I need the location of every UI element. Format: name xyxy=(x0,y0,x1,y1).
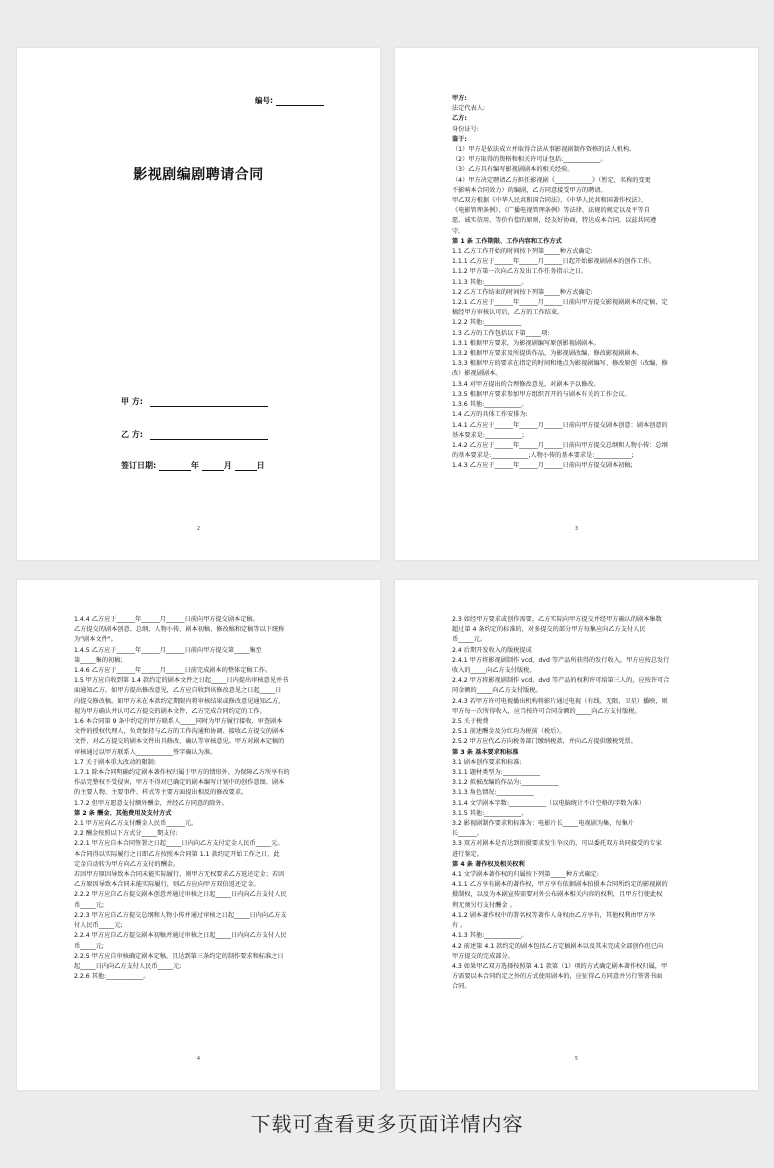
clause-line: 摄制权，以及为本剧宣传需要对外公布剧本相关内容的权利，且甲方行使此权 xyxy=(452,891,663,899)
clause-line: 甲方提交的完成部分。 xyxy=(452,952,514,960)
month-line xyxy=(202,461,224,471)
clause-line: 1.4 乙方的具体工作安排为: xyxy=(452,411,528,419)
clause-line: 3.1.3 角色情况:____________ xyxy=(452,789,534,797)
clause-line: 第_____集的初稿; xyxy=(74,656,123,664)
party-b-line xyxy=(150,430,268,440)
clause-line: 2.1 甲方应向乙方支付酬金人民币______元。 xyxy=(74,820,198,828)
clause-line: 合同。 xyxy=(452,983,471,991)
clause-line: 4.1.2 剧本著作权中的署名权等著作人身权由乙方享有，其他权利由甲方享 xyxy=(452,911,656,919)
clause-line: 1.7 关于剧本重大改动的限制: xyxy=(74,758,156,766)
clause-line: 1.1 乙方工作开始的时间按下列第_____种方式确定: xyxy=(452,248,593,256)
clause-line: 收入的_____向乙方支付版税。 xyxy=(452,667,536,675)
clause-line: 3.1.1 题材类型为:____________ xyxy=(452,769,540,777)
clause-line: 3.3 双方对剧本是否达到拍摄要求发生争议的，可以委托双方共同接受的专家 xyxy=(452,840,662,848)
clause-line: 2.2.4 甲方应自乙方提交剧本初稿并通过审核之日起_____日内向乙方支付人民 xyxy=(74,932,287,940)
clause-line: 1.2 乙方工作结束的时间按下列第_____种方式确定: xyxy=(452,288,593,296)
day-line xyxy=(235,461,257,471)
clause-line: 2.4.2 甲方将影视剧制作 vcd、dvd 等产品的权利许可给第三人的，应按许可合 xyxy=(452,677,670,685)
page-4-body xyxy=(74,615,332,982)
clause-line: 2.2.3 甲方应自乙方提交总纲和人物小传并通过审核之日起_____日内向乙方支 xyxy=(74,911,287,919)
clause-line: 的基本要求是:____________;人物小传的基本要求是:____________; xyxy=(452,452,634,460)
clause-line: 1.1.1 乙方应于______年______月______日起开始影视剧剧本的创作工作。 xyxy=(452,258,656,266)
clause-line: 1.4.6 乙方应于______年______月______日前完成剧本的整体定稿工作。 xyxy=(74,667,272,675)
clause-line: 币_____元; xyxy=(74,901,104,909)
clause-line: （4）甲方决定聘请乙方担任影视剧《____________》（暂定，名称的变更 xyxy=(452,176,651,184)
contract-page-3 xyxy=(395,48,758,560)
serial-number-line xyxy=(276,97,324,106)
clause-line: 3.1.5 其他:____________。 xyxy=(452,809,528,817)
clause-line: 面通知乙方。如甲方提出修改意见，乙方应自收到该修改意见之日起_____日 xyxy=(74,687,282,695)
clause-line: 方需要以本合同约定之外的方式使用剧本的，应征得乙方同意并另行签署书面 xyxy=(452,973,663,981)
clause-line: 3.1 剧本创作要求和标准: xyxy=(452,758,522,766)
contract-title: 影视剧编剧聘请合同 xyxy=(133,167,264,183)
clause-line: 有 。 xyxy=(452,922,467,930)
clause-line: 2.2.1 甲方应自本合同签署之日起_____日内向乙方支付定金人民币_____元。 xyxy=(74,840,284,848)
day-label: 日 xyxy=(256,461,265,470)
month-label: 月 xyxy=(223,461,232,470)
clause-line: 本合同得以实际履行之日即乙方按照本合同第 1.1 款约定开始工作之日，此 xyxy=(74,850,280,858)
clause-line: 文件、对乙方提交的剧本文件出具修改、确认等审核意见。甲方对剧本定稿的 xyxy=(74,738,285,746)
clause-line: 基本要求是:____________; xyxy=(452,431,525,439)
clause-line: 1.2.1 乙方应于______年______月______日前向甲方提交影视剧剧本的定稿，定 xyxy=(452,299,668,307)
clause-line: 3.1.2 拟被改编的作品为:____________ xyxy=(452,779,559,787)
clause-line: 内提交修改稿。如甲方未在本款约定期限内将审核结果或修改意见通知乙方， xyxy=(74,697,285,705)
clause-line: 乙方提交的剧本创意、总纲、人物小传、剧本初稿、修改稿和定稿等以下统称 xyxy=(74,626,285,634)
clause-line: 1.4.3 乙方应于______年______月______日前向甲方提交剧本初稿; xyxy=(452,462,633,470)
clause-line: 甲乙双方根据《中华人民共和国合同法》、《中华人民共和国著作权法》、 xyxy=(452,197,647,205)
clause-line: 1.4.2 乙方应于______年______月______日前向甲方提交总纲和人物小传：总纲 xyxy=(452,441,668,449)
clause-line: 改）影视剧剧本。 xyxy=(452,370,502,378)
clause-line: 作品完整权不受侵害，甲方不得对已确定的剧本编写计划中的创作意图、剧本 xyxy=(74,779,285,787)
clause-line: 2.2.2 甲方应自乙方提交剧本创意并通过审核之日起_____日内向乙方支付人民 xyxy=(74,891,287,899)
page-number: 2 xyxy=(196,526,201,532)
clause-line: 定金自动转为甲方向乙方支付的酬金。 xyxy=(74,860,180,868)
section-heading: 第 4 条 著作权及相关权利 xyxy=(452,860,525,868)
serial-number-field xyxy=(255,95,324,106)
serial-number-label: 编号: xyxy=(255,96,273,105)
party-b-label: 乙 方: xyxy=(121,430,143,439)
clause-line: 愿、诚实信用、等价有偿的原则，经友好协商，特达成本合同，以兹共同遵 xyxy=(452,217,657,225)
clause-line: 1.4.4 乙方应于______年______月______日前向甲方提交剧本定稿。 xyxy=(74,616,259,623)
year-line xyxy=(159,461,191,471)
clause-line: 起_____日内向乙方支付人民币_____元; xyxy=(74,962,182,970)
clause-line: 2.4.3 若甲方许可电视播出机构将影片通过电视（有线、无限、卫星）播映，则 xyxy=(452,697,668,705)
party-a-label: 甲 方: xyxy=(121,397,143,406)
download-more-caption: 下载可查看更多页面详情内容 xyxy=(250,1112,524,1136)
clause-line: 2.2.5 甲方应自审核确定剧本定稿，且达到第三条约定的制作要求和标准之日 xyxy=(74,952,284,960)
clause-line: 2.5 关于税费 xyxy=(452,718,489,726)
clause-line: 1.3.4 对甲方提出的合理修改意见，对剧本予以修改。 xyxy=(452,380,600,388)
clause-line: 1.4.5 乙方应于______年______月______日前向甲方提交第_____集至 xyxy=(74,646,262,654)
clause-line: 1.7.2 但甲方愿意支付额外酬金，并经乙方同意的除外。 xyxy=(74,799,228,807)
clause-line: 4.2 前述第 4.1 款约定的剧本包括乙方定稿剧本以及其未完成全部创作但已向 xyxy=(452,942,664,950)
year-label: 年 xyxy=(191,461,199,470)
clause-line: 1.3.3 根据甲方的要求在指定的时间和地点为影视剧编写、修改原创（改编、修 xyxy=(452,360,668,368)
clause-line: （3）乙方具有编写影视剧剧本的相关经验。 xyxy=(452,166,574,174)
clause-line: 1.1.3 其他:____________。 xyxy=(452,278,528,286)
clause-line: 为"剧本文件"。 xyxy=(74,636,117,644)
clause-line: 身份证号: xyxy=(452,125,479,133)
clause-line: 1.3 乙方的工作包括以下第_____项: xyxy=(452,329,550,337)
clause-line: 4.3 如果甲乙双方选择按照第 4.1 款第（1）项的方式确定剧本著作权归属，甲 xyxy=(452,962,668,970)
clause-line: 长______。 xyxy=(452,830,483,838)
clause-line: 1.7.1 除本合同明确约定剧本著作权归属于甲方的情形外，为保障乙方所享有的 xyxy=(74,769,290,777)
clause-line: 乙方原因导致本合同未能实际履行，则乙方应向甲方双倍返还定金。 xyxy=(74,881,260,889)
clause-line: 2.3 如经甲方要求或创作需要，乙方实际向甲方提交并经甲方确认的剧本集数 xyxy=(452,616,662,623)
contract-page-cover xyxy=(17,48,380,560)
clause-line: 4.1 文学剧本著作权的归属按下列第_____种方式确定: xyxy=(452,871,599,879)
clause-line: 同金额的_____向乙方支付版税。 xyxy=(452,687,542,695)
clause-line: 1.2.2 其他:____________ xyxy=(452,319,522,327)
clause-line: 1.3.2 根据甲方要求及所提供作品，为影视剧改编、修改影视剧剧本。 xyxy=(452,350,643,358)
contract-page-5 xyxy=(395,580,758,1090)
party-a-field xyxy=(121,396,268,407)
page-number: 5 xyxy=(574,1056,579,1062)
contract-page-4 xyxy=(17,580,380,1090)
section-heading: 第 2 条 酬金、其他费用及支付方式 xyxy=(74,809,172,817)
section-heading: 乙方: xyxy=(452,115,467,123)
page-number: 3 xyxy=(574,526,579,532)
clause-line: 1.6 本合同第 9 条中约定的甲方联系人_____同时为甲方履行接收、审查剧本 xyxy=(74,718,283,726)
clause-line: 2.2 酬金按照以下方式分_____期支付: xyxy=(74,830,178,838)
clause-line: 1.3.5 根据甲方要求参加甲方组织召开的与剧本有关的工作会议。 xyxy=(452,390,631,398)
clause-line: 2.5.1 前述酬金及分红均为税前（税后）。 xyxy=(452,728,566,736)
clause-line: 法定代表人: xyxy=(452,105,486,113)
clause-line: 超过第 4 条约定的标准的，对多提交的部分甲方每集应向乙方支付人民 xyxy=(452,626,646,634)
clause-line: 4.1.1 乙方享有剧本的著作权，甲方享有依据剧本拍摄本合同所约定的影视剧的 xyxy=(452,881,668,889)
clause-line: 1.3.1 根据甲方要求，为影视剧编写原创影视剧剧本。 xyxy=(452,339,600,347)
page-3-body xyxy=(452,94,710,472)
clause-line: 的主要人物、主要事件、样式等主要方面提出相反的修改要求。 xyxy=(74,789,248,797)
page-number: 4 xyxy=(196,1056,201,1062)
clause-line: 文件的授权代理人，负责保持与乙方的工作沟通和协调、接收乙方提交的剧本 xyxy=(74,728,285,736)
clause-line: 1.3.6 其他:____________。 xyxy=(452,401,528,409)
party-a-line xyxy=(150,397,268,407)
clause-line: 2.2.6 其他:____________。 xyxy=(74,973,150,981)
section-heading: 甲方: xyxy=(452,95,467,102)
clause-line: 利无须另行支付酬金 。 xyxy=(452,901,516,909)
sign-date-label: 签订日期: xyxy=(121,461,157,470)
clause-line: 付人民币_____元; xyxy=(74,922,123,930)
clause-line: 《电影管理条例》、《广播电视管理条例》等法律、法规的规定以及平等自 xyxy=(452,207,650,215)
clause-line: 稿经甲方审核认可后，乙方的工作结束。 xyxy=(452,309,564,317)
clause-line: 不影响本合同效力）的编剧，乙方同意接受甲方的聘请。 xyxy=(452,186,607,194)
clause-line: 甲方每一次所得收入，应当按许可合同金额的_____向乙方支付版税。 xyxy=(452,707,641,715)
clause-line: 若因甲方原因导致本合同未能实际履行，则甲方无权要求乙方返还定金；若因 xyxy=(74,871,285,879)
clause-line: 进行鉴定。 xyxy=(452,850,483,858)
section-heading: 第 3 条 基本要求和标准 xyxy=(452,748,519,756)
clause-line: 1.4.1 乙方应于______年______月______日前向甲方提交剧本创意：剧本创意的 xyxy=(452,421,668,429)
clause-line: 2.4.1 甲方将影视剧制作 vcd、dvd 等产品所获得的发行收入，甲方应按总发行 xyxy=(452,656,670,664)
clause-line: 2.5.2 甲方应代乙方向税务部门缴纳税款，并向乙方提供缴税凭票。 xyxy=(452,738,637,746)
sign-date-field xyxy=(121,460,265,471)
clause-line: 币_____元; xyxy=(74,942,104,950)
clause-line: 1.5 甲方应自收到第 1.4 款约定的剧本文件之日起_____日内提出审核意见并书 xyxy=(74,677,289,685)
clause-line: （2）甲方取得的资格和相关许可证包括:____________。 xyxy=(452,156,607,164)
clause-line: 1.1.2 甲方第一次向乙方发出工作任务指示之日。 xyxy=(452,268,588,276)
page-5-body xyxy=(452,615,710,993)
clause-line: 审核通过以甲方联系人____________签字确认为准。 xyxy=(74,748,217,756)
party-b-field xyxy=(121,429,268,440)
clause-line: 视为甲方确认并认可乙方提交的剧本文件，乙方完成合同约定的工作。 xyxy=(74,707,266,715)
clause-line: （1）甲方是依法成立并取得合法从事影视剧制作资格的法人机构。 xyxy=(452,146,636,154)
clause-line: 3.2 影视剧制作要求和标准为：电影片长_____电视剧为集，每集片 xyxy=(452,820,634,828)
clause-line: 币_____元。 xyxy=(452,636,487,644)
section-heading: 第 1 条 工作期限、工作内容和工作方式 xyxy=(452,237,562,245)
clause-line: 2.4 后期开发收入的版税提成 xyxy=(452,646,532,654)
clause-line: 4.1.3 其他:____________。 xyxy=(452,932,528,940)
clause-line: 3.1.4 文学剧本字数:____________（以电脑统计不计空格的字数为准） xyxy=(452,799,646,807)
clause-line: 守。 xyxy=(452,227,465,235)
section-heading: 鉴于: xyxy=(452,135,467,143)
